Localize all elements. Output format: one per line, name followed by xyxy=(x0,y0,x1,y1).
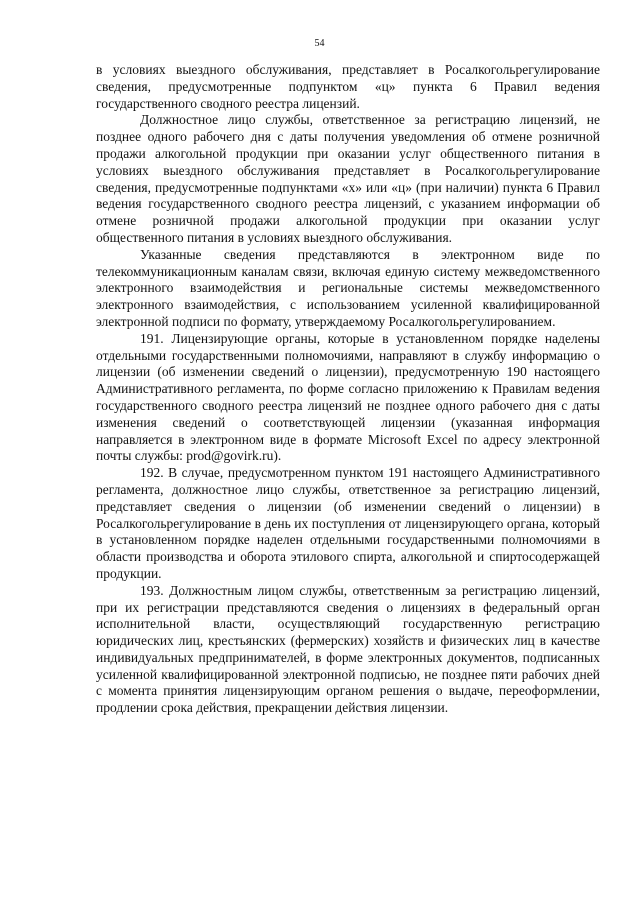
paragraph-continuation: в условиях выездного обслуживания, представляет в Росалкогольрегулирование сведения, предусмотренные подпунктом «ц» пункта 6 Правил ведения государственного сводного реестра лицензий. xyxy=(96,62,600,111)
paragraph-electronic-submission: Указанные сведения представляются в электронном виде по телекоммуникационным каналам связи, включая единую систему межведомственного электронного взаимодействия и региональные системы межведомственного электронного взаимодействия, с использованием усиленной квалифицированной электронной подписи по формату, утверждаемому Росалкогольрегулированием. xyxy=(96,246,600,329)
paragraph-official-duty: Должностное лицо службы, ответственное за регистрацию лицензий, не позднее одного рабочего дня с даты получения уведомления об отмене розничной продажи алкогольной продукции при оказании услуг общественного питания в условиях выездного обслуживания представляет в Росалкогольрегулирование сведения, предусмотренные подпунктами «х» или «ц» (при наличии) пункта 6 Правил ведения государственного сводного реестра лицензий, с указанием информации об отмене розничной продажи алкогольной продукции при оказании услуг общественного питания в условиях выездного обслуживания. xyxy=(96,112,600,245)
paragraph-item-192: 192. В случае, предусмотренном пунктом 191 настоящего Административного регламента, должностное лицо службы, ответственное за регистрацию лицензий, представляет сведения о лицензии (об изменении сведений о лицензии) в Росалкогольрегулирование в день их поступления от лицензирующего органа, который в установленном порядке наделен отдельными государственными полномочиями в области производства и оборота этилового спирта, алкогольной и спиртосодержащей продукции. xyxy=(96,465,600,581)
document-body xyxy=(96,62,600,717)
page-number: 54 xyxy=(314,38,325,49)
paragraph-item-191: 191. Лицензирующие органы, которые в установленном порядке наделены отдельными государственными полномочиями, направляют в службу информацию о лицензии (об изменении сведений о лицензии), предусмотренную 190 настоящего Административного регламента, по форме согласно приложению к Правилам ведения государственного сводного реестра лицензий не позднее одного рабочего дня с даты изменения сведений о соответствующей лицензии (указанная информация направляется в электронном виде в формате Microsoft Excel по адресу электронной почты службы: prod@govirk.ru). xyxy=(96,330,600,464)
paragraph-item-193: 193. Должностным лицом службы, ответственным за регистрацию лицензий, при их регистрации представляются сведения о лицензиях в федеральный орган исполнительной власти, осуществляющий государственную регистрацию юридических лиц, крестьянских (фермерских) хозяйств и физических лиц в качестве индивидуальных предпринимателей, в форме электронных документов, подписанных усиленной квалифицированной электронной подписью, не позднее пяти рабочих дней с момента принятия лицензирующим органом решения о выдаче, переоформлении, продлении срока действия, прекращении действия лицензии. xyxy=(96,582,600,716)
